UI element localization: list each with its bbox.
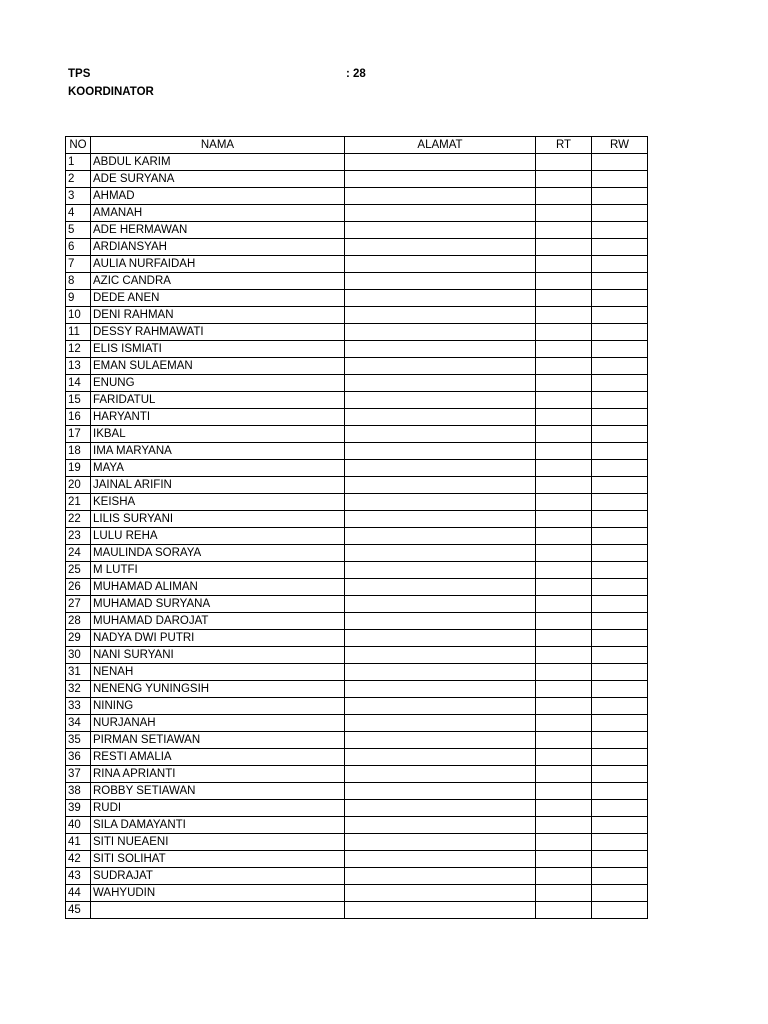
cell-nama: SITI SOLIHAT <box>91 851 345 868</box>
table-row <box>66 579 648 596</box>
cell-rt <box>536 664 592 681</box>
cell-rw <box>592 783 648 800</box>
cell-nama: MAYA <box>91 460 345 477</box>
cell-no: 40 <box>66 817 91 834</box>
cell-alamat <box>345 681 536 698</box>
cell-no: 12 <box>66 341 91 358</box>
cell-nama: AHMAD <box>91 188 345 205</box>
cell-no: 5 <box>66 222 91 239</box>
cell-nama: ARDIANSYAH <box>91 239 345 256</box>
cell-rw <box>592 154 648 171</box>
cell-alamat <box>345 783 536 800</box>
cell-rt <box>536 205 592 222</box>
cell-nama: LILIS SURYANI <box>91 511 345 528</box>
cell-alamat <box>345 664 536 681</box>
table-row <box>66 256 648 273</box>
cell-rt <box>536 749 592 766</box>
cell-no: 3 <box>66 188 91 205</box>
cell-rw <box>592 460 648 477</box>
table-row <box>66 307 648 324</box>
table-row <box>66 358 648 375</box>
cell-alamat <box>345 579 536 596</box>
table-row <box>66 698 648 715</box>
table-row <box>66 732 648 749</box>
cell-rw <box>592 613 648 630</box>
cell-rt <box>536 715 592 732</box>
cell-rw <box>592 596 648 613</box>
cell-rw <box>592 885 648 902</box>
cell-rw <box>592 681 648 698</box>
cell-alamat <box>345 205 536 222</box>
cell-no: 13 <box>66 358 91 375</box>
cell-no: 21 <box>66 494 91 511</box>
cell-nama: KEISHA <box>91 494 345 511</box>
cell-no: 38 <box>66 783 91 800</box>
table-header-row <box>66 137 648 154</box>
cell-nama: AMANAH <box>91 205 345 222</box>
cell-nama: SITI NUEAENI <box>91 834 345 851</box>
cell-rt <box>536 460 592 477</box>
cell-alamat <box>345 409 536 426</box>
cell-nama: JAINAL ARIFIN <box>91 477 345 494</box>
cell-alamat <box>345 749 536 766</box>
cell-nama: ROBBY SETIAWAN <box>91 783 345 800</box>
cell-no: 32 <box>66 681 91 698</box>
cell-alamat <box>345 392 536 409</box>
cell-nama: SUDRAJAT <box>91 868 345 885</box>
table-row <box>66 494 648 511</box>
cell-no: 39 <box>66 800 91 817</box>
cell-no: 43 <box>66 868 91 885</box>
cell-alamat <box>345 647 536 664</box>
cell-alamat <box>345 851 536 868</box>
table-body <box>66 154 648 919</box>
cell-rt <box>536 545 592 562</box>
cell-no: 23 <box>66 528 91 545</box>
cell-alamat <box>345 273 536 290</box>
cell-nama: DEDE ANEN <box>91 290 345 307</box>
cell-rw <box>592 834 648 851</box>
cell-nama: ADE SURYANA <box>91 171 345 188</box>
cell-nama: ELIS ISMIATI <box>91 341 345 358</box>
column-header-rt: RT <box>536 137 592 154</box>
cell-rw <box>592 528 648 545</box>
cell-rt <box>536 528 592 545</box>
table-row <box>66 222 648 239</box>
cell-rt <box>536 358 592 375</box>
table-row <box>66 375 648 392</box>
table-row <box>66 188 648 205</box>
cell-rw <box>592 375 648 392</box>
cell-alamat <box>345 732 536 749</box>
cell-rw <box>592 477 648 494</box>
cell-rw <box>592 409 648 426</box>
table-row <box>66 562 648 579</box>
cell-rw <box>592 341 648 358</box>
cell-no: 29 <box>66 630 91 647</box>
cell-alamat <box>345 885 536 902</box>
cell-rt <box>536 579 592 596</box>
cell-nama: MUHAMAD DAROJAT <box>91 613 345 630</box>
cell-alamat <box>345 596 536 613</box>
column-header-rw: RW <box>592 137 648 154</box>
cell-no: 19 <box>66 460 91 477</box>
cell-nama: PIRMAN SETIAWAN <box>91 732 345 749</box>
cell-no: 8 <box>66 273 91 290</box>
cell-nama: NENAH <box>91 664 345 681</box>
cell-no: 14 <box>66 375 91 392</box>
cell-alamat <box>345 154 536 171</box>
cell-nama: RUDI <box>91 800 345 817</box>
cell-alamat <box>345 562 536 579</box>
cell-alamat <box>345 868 536 885</box>
cell-rw <box>592 494 648 511</box>
cell-rw <box>592 868 648 885</box>
cell-nama: LULU REHA <box>91 528 345 545</box>
table-row <box>66 800 648 817</box>
voter-table <box>65 136 648 919</box>
cell-alamat <box>345 426 536 443</box>
cell-rw <box>592 171 648 188</box>
table-row <box>66 613 648 630</box>
cell-rt <box>536 766 592 783</box>
cell-nama: IKBAL <box>91 426 345 443</box>
cell-alamat <box>345 256 536 273</box>
cell-nama: WAHYUDIN <box>91 885 345 902</box>
table-row <box>66 290 648 307</box>
cell-no: 24 <box>66 545 91 562</box>
cell-alamat <box>345 443 536 460</box>
cell-no: 37 <box>66 766 91 783</box>
table-row <box>66 885 648 902</box>
cell-alamat <box>345 766 536 783</box>
cell-no: 17 <box>66 426 91 443</box>
table-row <box>66 477 648 494</box>
cell-nama: IMA MARYANA <box>91 443 345 460</box>
cell-alamat <box>345 528 536 545</box>
cell-rt <box>536 222 592 239</box>
cell-rw <box>592 749 648 766</box>
cell-rw <box>592 290 648 307</box>
cell-rt <box>536 630 592 647</box>
cell-rt <box>536 800 592 817</box>
cell-nama: NENENG YUNINGSIH <box>91 681 345 698</box>
cell-alamat <box>345 307 536 324</box>
cell-rw <box>592 188 648 205</box>
cell-rw <box>592 630 648 647</box>
table-row <box>66 834 648 851</box>
cell-nama: AZIC CANDRA <box>91 273 345 290</box>
cell-nama: ADE HERMAWAN <box>91 222 345 239</box>
cell-rw <box>592 902 648 919</box>
table-row <box>66 681 648 698</box>
table-row <box>66 341 648 358</box>
cell-nama: DENI RAHMAN <box>91 307 345 324</box>
cell-nama: FARIDATUL <box>91 392 345 409</box>
cell-no: 4 <box>66 205 91 222</box>
cell-rw <box>592 443 648 460</box>
cell-rt <box>536 426 592 443</box>
table-row <box>66 528 648 545</box>
cell-rt <box>536 171 592 188</box>
cell-rt <box>536 154 592 171</box>
cell-rw <box>592 545 648 562</box>
cell-rw <box>592 851 648 868</box>
cell-alamat <box>345 613 536 630</box>
cell-rt <box>536 562 592 579</box>
cell-no: 26 <box>66 579 91 596</box>
cell-rw <box>592 324 648 341</box>
cell-nama: MUHAMAD ALIMAN <box>91 579 345 596</box>
cell-rw <box>592 222 648 239</box>
cell-alamat <box>345 545 536 562</box>
cell-alamat <box>345 698 536 715</box>
cell-rt <box>536 783 592 800</box>
table-row <box>66 851 648 868</box>
cell-rt <box>536 273 592 290</box>
table-row <box>66 902 648 919</box>
cell-no: 10 <box>66 307 91 324</box>
cell-rt <box>536 851 592 868</box>
cell-no: 30 <box>66 647 91 664</box>
cell-rw <box>592 732 648 749</box>
table-row <box>66 205 648 222</box>
cell-nama <box>91 902 345 919</box>
tps-value: : 28 <box>346 68 366 80</box>
cell-nama: NADYA DWI PUTRI <box>91 630 345 647</box>
table-row <box>66 545 648 562</box>
cell-no: 42 <box>66 851 91 868</box>
cell-no: 34 <box>66 715 91 732</box>
cell-rw <box>592 766 648 783</box>
cell-rw <box>592 307 648 324</box>
koordinator-label: KOORDINATOR <box>68 86 154 98</box>
cell-no: 25 <box>66 562 91 579</box>
cell-rt <box>536 409 592 426</box>
cell-rt <box>536 307 592 324</box>
cell-rt <box>536 443 592 460</box>
cell-nama: AULIA NURFAIDAH <box>91 256 345 273</box>
table-row <box>66 443 648 460</box>
cell-nama: NANI SURYANI <box>91 647 345 664</box>
table-row <box>66 715 648 732</box>
cell-rt <box>536 817 592 834</box>
table-row <box>66 460 648 477</box>
cell-alamat <box>345 375 536 392</box>
cell-rw <box>592 239 648 256</box>
cell-rw <box>592 205 648 222</box>
table-row <box>66 171 648 188</box>
table-row <box>66 273 648 290</box>
table-row <box>66 664 648 681</box>
cell-nama: RESTI AMALIA <box>91 749 345 766</box>
cell-rw <box>592 273 648 290</box>
cell-rt <box>536 732 592 749</box>
cell-no: 41 <box>66 834 91 851</box>
cell-rt <box>536 834 592 851</box>
cell-rw <box>592 579 648 596</box>
cell-no: 22 <box>66 511 91 528</box>
cell-alamat <box>345 834 536 851</box>
cell-rt <box>536 477 592 494</box>
cell-no: 35 <box>66 732 91 749</box>
cell-alamat <box>345 630 536 647</box>
cell-no: 1 <box>66 154 91 171</box>
cell-rt <box>536 375 592 392</box>
cell-no: 9 <box>66 290 91 307</box>
cell-rt <box>536 494 592 511</box>
cell-rw <box>592 562 648 579</box>
table-row <box>66 749 648 766</box>
cell-nama: M LUTFI <box>91 562 345 579</box>
cell-nama: EMAN SULAEMAN <box>91 358 345 375</box>
cell-rw <box>592 664 648 681</box>
cell-nama: RINA APRIANTI <box>91 766 345 783</box>
cell-no: 16 <box>66 409 91 426</box>
cell-nama: NURJANAH <box>91 715 345 732</box>
cell-rw <box>592 698 648 715</box>
table-row <box>66 409 648 426</box>
cell-no: 2 <box>66 171 91 188</box>
column-header-no: NO <box>66 137 91 154</box>
cell-rw <box>592 392 648 409</box>
cell-rt <box>536 885 592 902</box>
cell-rt <box>536 511 592 528</box>
cell-rt <box>536 290 592 307</box>
cell-rw <box>592 511 648 528</box>
table-row <box>66 426 648 443</box>
table-row <box>66 766 648 783</box>
cell-no: 7 <box>66 256 91 273</box>
cell-no: 11 <box>66 324 91 341</box>
table-row <box>66 817 648 834</box>
cell-alamat <box>345 477 536 494</box>
cell-rt <box>536 868 592 885</box>
cell-alamat <box>345 494 536 511</box>
cell-rt <box>536 596 592 613</box>
cell-alamat <box>345 188 536 205</box>
cell-rw <box>592 256 648 273</box>
column-header-nama: NAMA <box>91 137 345 154</box>
table-row <box>66 783 648 800</box>
cell-rt <box>536 188 592 205</box>
table-row <box>66 392 648 409</box>
cell-rw <box>592 800 648 817</box>
cell-rt <box>536 341 592 358</box>
cell-rt <box>536 256 592 273</box>
cell-no: 27 <box>66 596 91 613</box>
cell-alamat <box>345 715 536 732</box>
cell-rw <box>592 715 648 732</box>
cell-rt <box>536 239 592 256</box>
tps-label: TPS <box>68 68 91 80</box>
cell-no: 28 <box>66 613 91 630</box>
cell-alamat <box>345 341 536 358</box>
cell-alamat <box>345 222 536 239</box>
table-row <box>66 868 648 885</box>
cell-rw <box>592 647 648 664</box>
cell-alamat <box>345 358 536 375</box>
cell-alamat <box>345 902 536 919</box>
cell-nama: ENUNG <box>91 375 345 392</box>
cell-alamat <box>345 800 536 817</box>
cell-nama: HARYANTI <box>91 409 345 426</box>
cell-nama: NINING <box>91 698 345 715</box>
cell-alamat <box>345 511 536 528</box>
cell-nama: MUHAMAD SURYANA <box>91 596 345 613</box>
cell-rw <box>592 817 648 834</box>
cell-no: 45 <box>66 902 91 919</box>
cell-rt <box>536 392 592 409</box>
cell-no: 33 <box>66 698 91 715</box>
table-row <box>66 239 648 256</box>
cell-rt <box>536 613 592 630</box>
cell-rt <box>536 324 592 341</box>
cell-nama: DESSY RAHMAWATI <box>91 324 345 341</box>
cell-no: 6 <box>66 239 91 256</box>
column-header-alamat: ALAMAT <box>345 137 536 154</box>
table-row <box>66 630 648 647</box>
cell-no: 36 <box>66 749 91 766</box>
cell-nama: MAULINDA SORAYA <box>91 545 345 562</box>
cell-no: 18 <box>66 443 91 460</box>
cell-alamat <box>345 460 536 477</box>
cell-rw <box>592 358 648 375</box>
cell-no: 15 <box>66 392 91 409</box>
cell-alamat <box>345 324 536 341</box>
table-row <box>66 596 648 613</box>
cell-rt <box>536 698 592 715</box>
cell-rt <box>536 681 592 698</box>
table-row <box>66 511 648 528</box>
cell-alamat <box>345 817 536 834</box>
cell-rt <box>536 902 592 919</box>
cell-no: 31 <box>66 664 91 681</box>
cell-no: 20 <box>66 477 91 494</box>
cell-rt <box>536 647 592 664</box>
table-row <box>66 154 648 171</box>
cell-rw <box>592 426 648 443</box>
table-row <box>66 324 648 341</box>
cell-alamat <box>345 239 536 256</box>
cell-alamat <box>345 171 536 188</box>
table-row <box>66 647 648 664</box>
cell-no: 44 <box>66 885 91 902</box>
cell-nama: SILA DAMAYANTI <box>91 817 345 834</box>
cell-nama: ABDUL KARIM <box>91 154 345 171</box>
cell-alamat <box>345 290 536 307</box>
